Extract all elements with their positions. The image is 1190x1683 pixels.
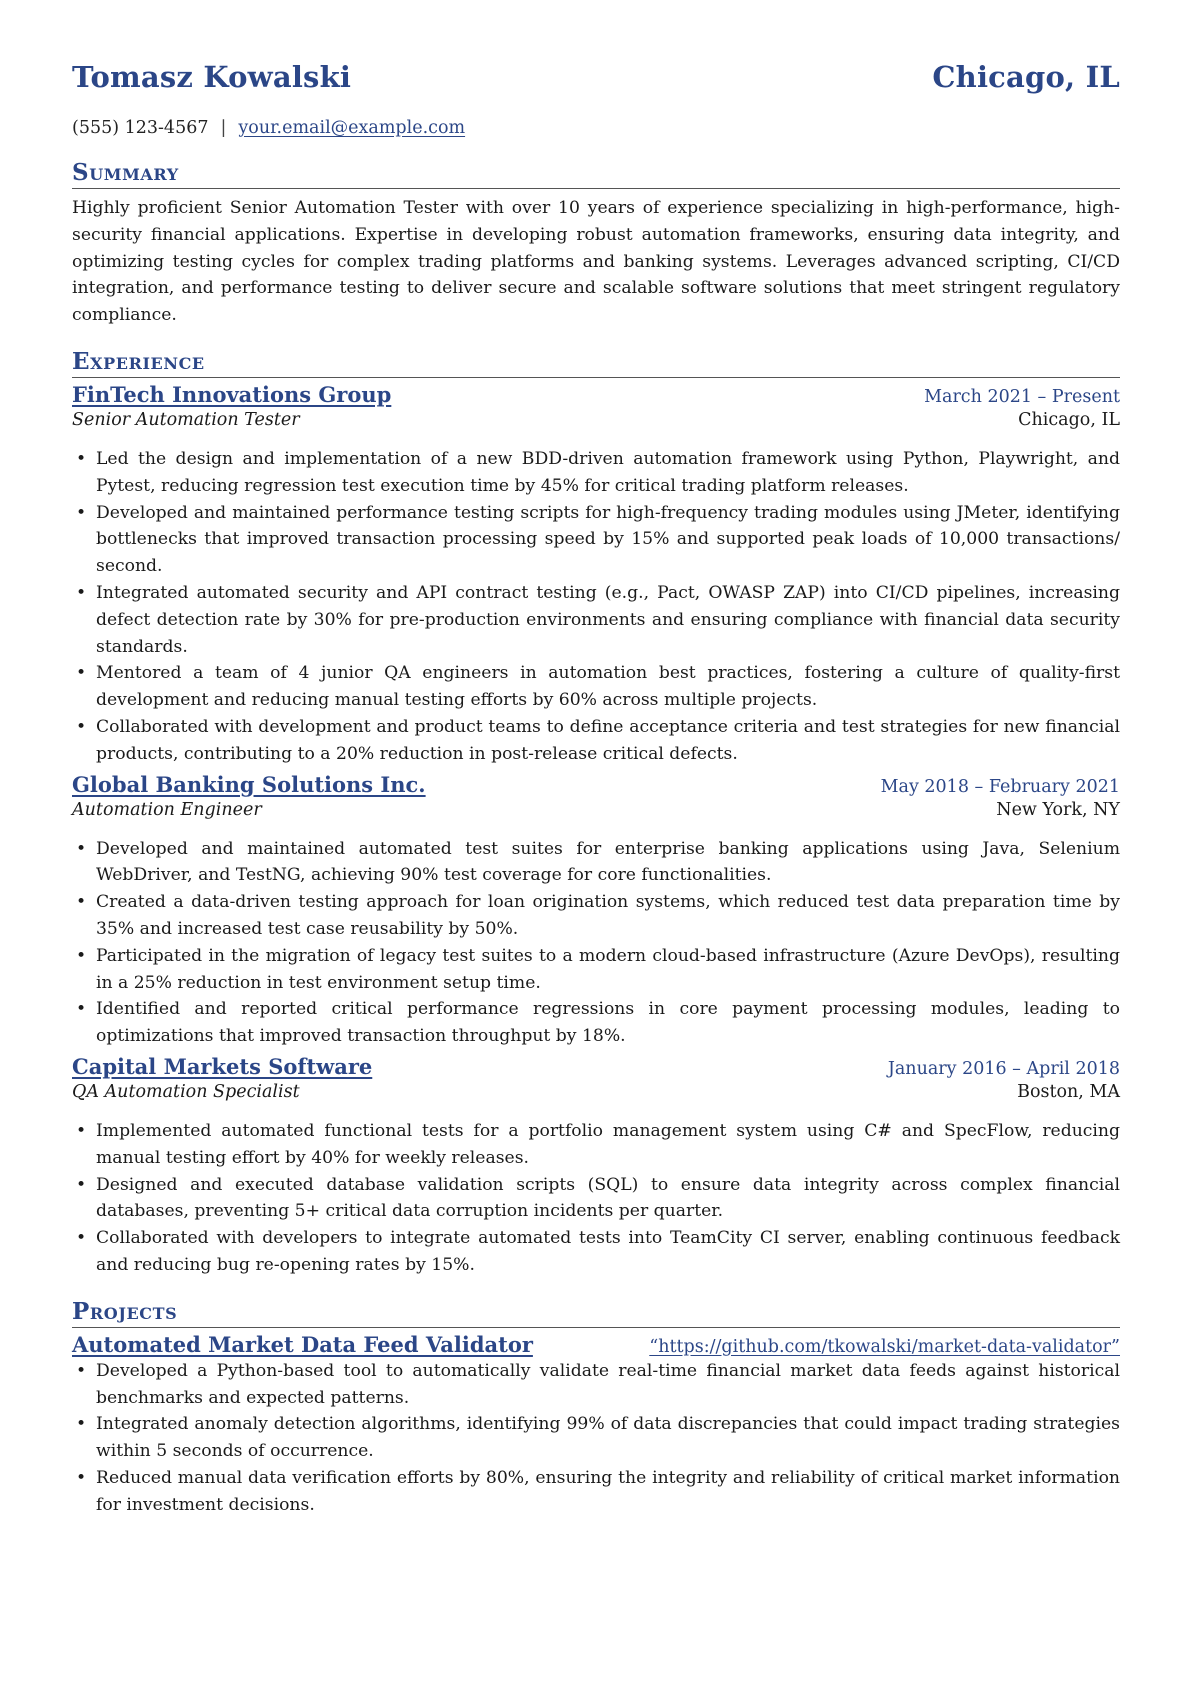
job-location: New York, NY [996, 799, 1120, 820]
bullet-item: • Led the design and implementation of a new BDD-driven automation framework using Python, Playwright, and Pytest, reducing regression test execution time by 45% for critical trading platform releases. [72, 446, 1120, 500]
email-link[interactable]: your.email@example.com [238, 118, 466, 138]
company-link[interactable]: Global Banking Solutions Inc. [72, 771, 426, 797]
bullet-item: • Developed and maintained performance testing scripts for high-frequency trading modules using JMeter, identifying bottlenecks that improved transaction processing speed by 15% and supported peak loads of 10,000 transactions/ second. [72, 500, 1120, 580]
job-entry [72, 382, 1120, 768]
project-entry [72, 1332, 1120, 1519]
job-bullets [72, 1118, 1120, 1279]
job-role: QA Automation Specialist [72, 1081, 300, 1102]
job-bullets [72, 836, 1120, 1050]
contact-info [72, 116, 1120, 140]
bullet-item: • Integrated automated security and API contract testing (e.g., Pact, OWASP ZAP) into CI/CD pipelines, increasing defect detection rate by 30% for pre-production environments and ensuring compliance with financial data security standards. [72, 580, 1120, 660]
job-location: Boston, MA [1017, 1081, 1120, 1102]
job-header [72, 382, 1120, 410]
job-subheader [72, 410, 1120, 438]
bullet-item: • Designed and executed database validation scripts (SQL) to ensure data integrity across complex financial databases, preventing 5+ critical data corruption incidents per quarter. [72, 1172, 1120, 1226]
project-header [72, 1332, 1120, 1358]
job-header [72, 772, 1120, 800]
company-link[interactable]: FinTech Innovations Group [72, 381, 392, 407]
job-role: Automation Engineer [72, 799, 262, 820]
job-header [72, 1054, 1120, 1082]
job-entry [72, 772, 1120, 1050]
job-subheader [72, 800, 1120, 828]
bullet-item: • Identified and reported critical performance regressions in core payment processing modules, leading to optimizations that improved transaction throughput by 18%. [72, 996, 1120, 1050]
bullet-item: • Reduced manual data verification efforts by 80%, ensuring the integrity and reliability of critical market information for investment decisions. [72, 1465, 1120, 1519]
phone-number: (555) 123-4567 [72, 118, 209, 138]
job-dates: January 2016 – April 2018 [887, 1058, 1120, 1079]
bullet-item: • Mentored a team of 4 junior QA engineers in automation best practices, fostering a culture of quality-first development and reducing manual testing efforts by 60% across multiple projects. [72, 660, 1120, 714]
resume-header [72, 60, 1120, 106]
bullet-item: • Created a data-driven testing approach for loan origination systems, which reduced test data preparation time by 35% and increased test case reusability by 50%. [72, 889, 1120, 943]
job-role: Senior Automation Tester [72, 409, 300, 430]
job-dates: May 2018 – February 2021 [880, 776, 1120, 797]
project-bullets [72, 1358, 1120, 1519]
projects-heading: Projects [72, 1297, 1120, 1328]
contact-separator: | [220, 118, 227, 138]
resume-page [72, 60, 1120, 1518]
company-link[interactable]: Capital Markets Software [72, 1053, 373, 1079]
bullet-item: • Participated in the migration of legacy test suites to a modern cloud-based infrastructure (Azure DevOps), resulting in a 25% reduction in test environment setup time. [72, 943, 1120, 997]
project-name-link[interactable]: Automated Market Data Feed Validator [72, 1331, 533, 1357]
candidate-name: Tomasz Kowalski [72, 60, 352, 94]
bullet-item: • Integrated anomaly detection algorithms, identifying 99% of data discrepancies that could impact trading strategies within 5 seconds of occurrence. [72, 1411, 1120, 1465]
experience-heading: Experience [72, 347, 1120, 378]
job-dates: March 2021 – Present [924, 386, 1120, 407]
project-github-link[interactable]: “https://github.com/tkowalski/market-data-validator” [649, 1336, 1120, 1357]
job-subheader [72, 1082, 1120, 1110]
bullet-item: • Collaborated with development and product teams to define acceptance criteria and test strategies for new financial products, contributing to a 20% reduction in post-release critical defects. [72, 714, 1120, 768]
bullet-item: • Collaborated with developers to integrate automated tests into TeamCity CI server, enabling continuous feedback and reducing bug re-opening rates by 15%. [72, 1225, 1120, 1279]
bullet-item: • Developed a Python-based tool to automatically validate real-time financial market data feeds against historical benchmarks and expected patterns. [72, 1358, 1120, 1412]
job-location: Chicago, IL [1018, 409, 1120, 430]
job-bullets [72, 446, 1120, 768]
summary-heading: Summary [72, 158, 1120, 189]
bullet-item: • Implemented automated functional tests for a portfolio management system using C# and SpecFlow, reducing manual testing effort by 40% for weekly releases. [72, 1118, 1120, 1172]
bullet-item: • Developed and maintained automated test suites for enterprise banking applications using Java, Selenium WebDriver, and TestNG, achieving 90% test coverage for core functionalities. [72, 836, 1120, 890]
job-entry [72, 1054, 1120, 1279]
candidate-city: Chicago, IL [932, 60, 1120, 94]
summary-text: Highly proficient Senior Automation Tester with over 10 years of experience specializing in high-performance, high-security financial applications. Expertise in developing robust automation frameworks, ensuring data integrity, and optimizing testing cycles for complex trading platforms and banking systems. Leverages advanced scripting, CI/CD integration, and performance testing to deliver secure and scalable software solutions that meet stringent regulatory compliance. [72, 198, 1120, 326]
